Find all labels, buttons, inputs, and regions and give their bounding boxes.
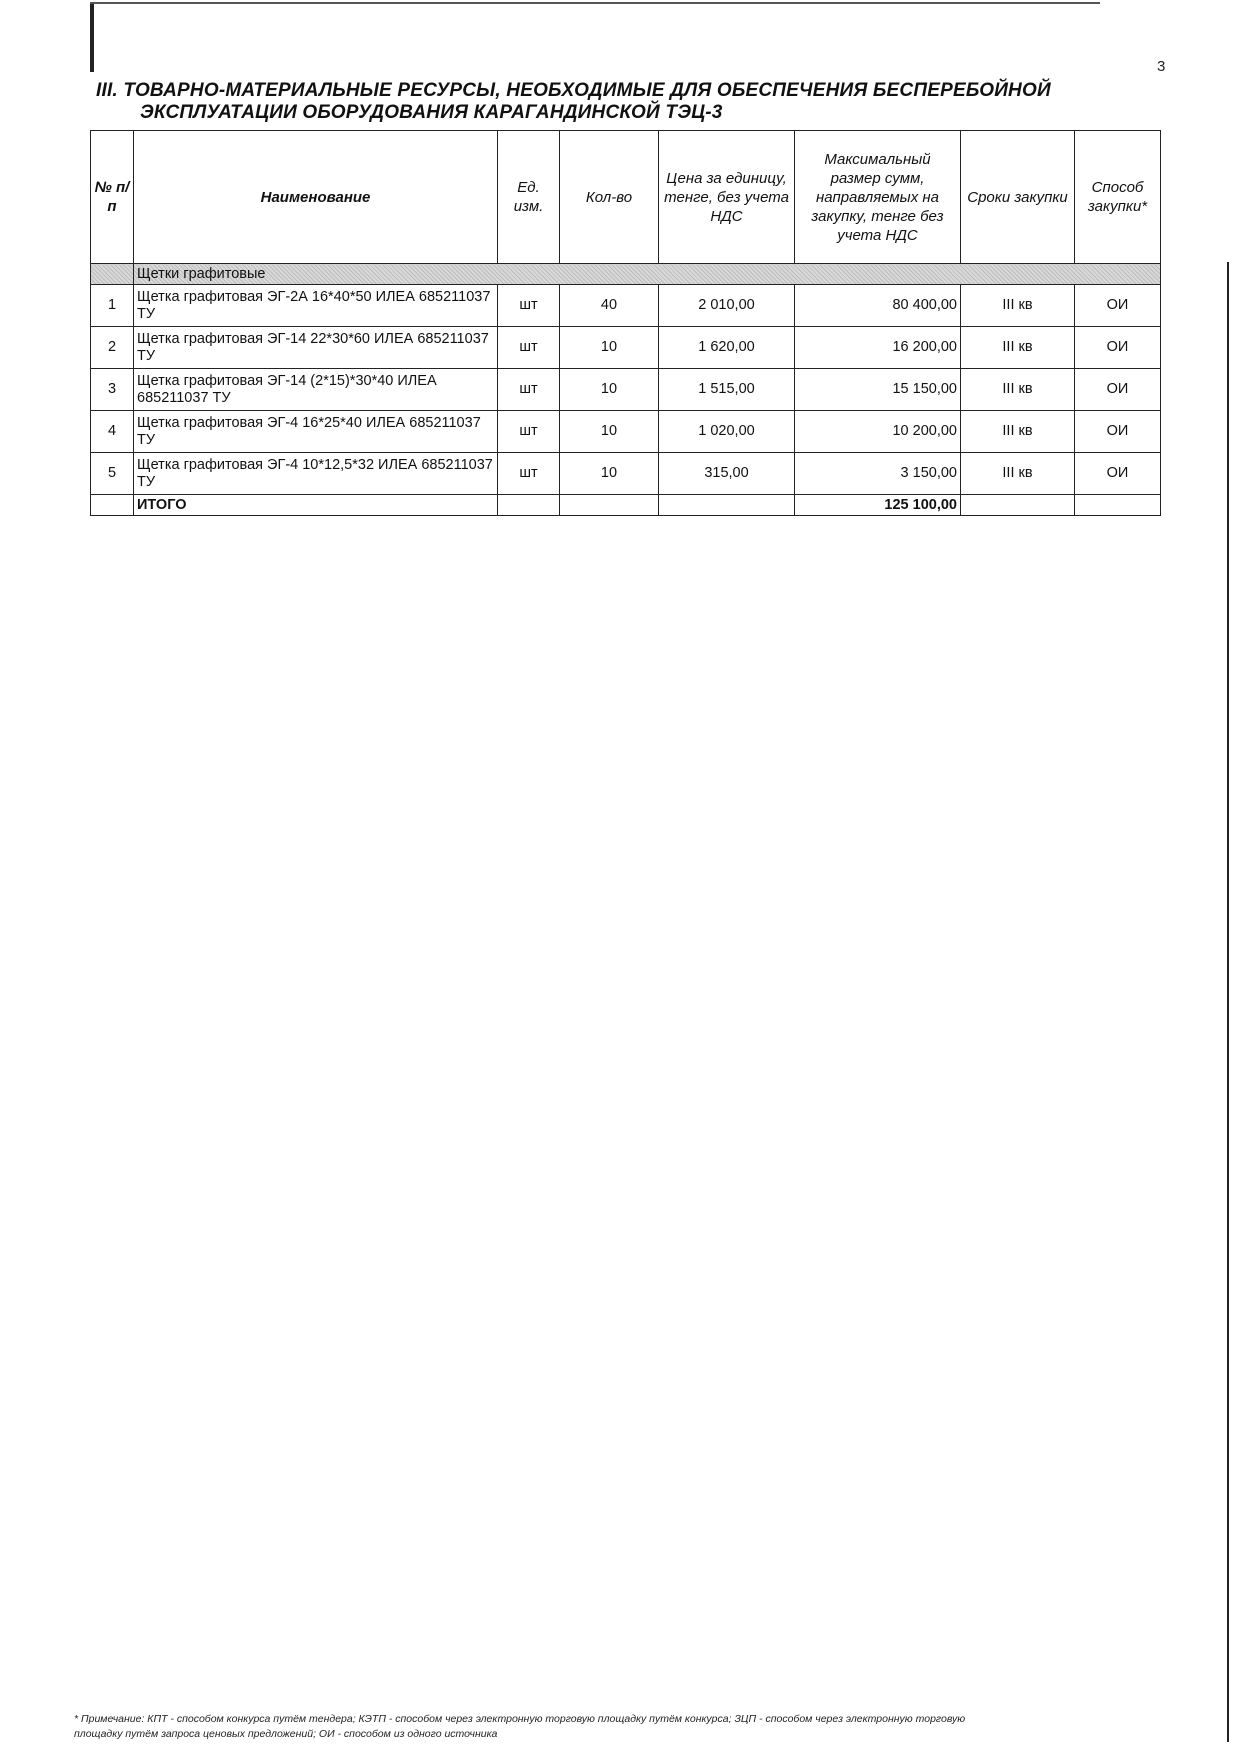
row-unit: шт xyxy=(498,369,560,411)
row-unit: шт xyxy=(498,453,560,495)
header-name: Наименование xyxy=(134,131,498,264)
row-qty: 10 xyxy=(560,369,659,411)
header-qty: Кол-во xyxy=(560,131,659,264)
row-sum: 10 200,00 xyxy=(795,411,961,453)
resources-table xyxy=(90,130,1161,516)
total-row xyxy=(91,495,1161,516)
header-unit: Ед. изм. xyxy=(498,131,560,264)
total-empty-method xyxy=(1075,495,1161,516)
row-terms: III кв xyxy=(961,327,1075,369)
table-row xyxy=(91,285,1161,327)
row-sum: 15 150,00 xyxy=(795,369,961,411)
group-row xyxy=(91,264,1161,285)
row-unit: шт xyxy=(498,411,560,453)
group-num-cell xyxy=(91,264,134,285)
table-row xyxy=(91,327,1161,369)
total-empty-price xyxy=(659,495,795,516)
row-num: 2 xyxy=(91,327,134,369)
header-price: Цена за единицу, тенге, без учета НДС xyxy=(659,131,795,264)
total-sum: 125 100,00 xyxy=(795,495,961,516)
title-line-1: III. ТОВАРНО-МАТЕРИАЛЬНЫЕ РЕСУРСЫ, НЕОБХОДИМЫЕ ДЛЯ ОБЕСПЕЧЕНИЯ БЕСПЕРЕБОЙНОЙ xyxy=(96,80,1051,101)
table-row xyxy=(91,411,1161,453)
row-qty: 10 xyxy=(560,411,659,453)
row-num: 1 xyxy=(91,285,134,327)
row-qty: 10 xyxy=(560,453,659,495)
row-name: Щетка графитовая ЭГ-2А 16*40*50 ИЛЕА 685211037 ТУ xyxy=(134,285,498,327)
total-empty-unit xyxy=(498,495,560,516)
total-empty-qty xyxy=(560,495,659,516)
row-num: 4 xyxy=(91,411,134,453)
row-name: Щетка графитовая ЭГ-4 10*12,5*32 ИЛЕА 685211037 ТУ xyxy=(134,453,498,495)
section-title xyxy=(96,80,1156,124)
row-sum: 80 400,00 xyxy=(795,285,961,327)
total-empty-num xyxy=(91,495,134,516)
table-row xyxy=(91,369,1161,411)
header-method: Способ закупки* xyxy=(1075,131,1161,264)
row-terms: III кв xyxy=(961,369,1075,411)
total-empty-terms xyxy=(961,495,1075,516)
row-price: 2 010,00 xyxy=(659,285,795,327)
row-unit: шт xyxy=(498,327,560,369)
title-line-2: ЭКСПЛУАТАЦИИ ОБОРУДОВАНИЯ КАРАГАНДИНСКОЙ ТЭЦ-3 xyxy=(140,102,723,123)
row-qty: 10 xyxy=(560,327,659,369)
page-number: 3 xyxy=(1157,58,1166,75)
total-label: ИТОГО xyxy=(134,495,498,516)
header-num: № п/п xyxy=(91,131,134,264)
row-terms: III кв xyxy=(961,453,1075,495)
row-method: ОИ xyxy=(1075,411,1161,453)
footnote xyxy=(74,1712,1174,1742)
header-terms: Сроки закупки xyxy=(961,131,1075,264)
row-num: 3 xyxy=(91,369,134,411)
scan-edge-right xyxy=(1227,262,1229,1742)
scan-corner-top xyxy=(90,2,94,72)
row-price: 315,00 xyxy=(659,453,795,495)
row-terms: III кв xyxy=(961,285,1075,327)
row-qty: 40 xyxy=(560,285,659,327)
row-name: Щетка графитовая ЭГ-14 22*30*60 ИЛЕА 685211037 ТУ xyxy=(134,327,498,369)
row-name: Щетка графитовая ЭГ-4 16*25*40 ИЛЕА 685211037 ТУ xyxy=(134,411,498,453)
row-num: 5 xyxy=(91,453,134,495)
row-price: 1 020,00 xyxy=(659,411,795,453)
scan-edge-top xyxy=(90,2,1100,4)
row-unit: шт xyxy=(498,285,560,327)
row-sum: 16 200,00 xyxy=(795,327,961,369)
row-method: ОИ xyxy=(1075,327,1161,369)
row-price: 1 620,00 xyxy=(659,327,795,369)
row-sum: 3 150,00 xyxy=(795,453,961,495)
footnote-line-1: * Примечание: КПТ - способом конкурса путём тендера; КЭТП - способом через электронную торговую площадку путём конкурса; ЗЦП - способом через электронную торговую xyxy=(74,1713,966,1725)
row-name: Щетка графитовая ЭГ-14 (2*15)*30*40 ИЛЕА 685211037 ТУ xyxy=(134,369,498,411)
table-header-row xyxy=(91,131,1161,264)
row-method: ОИ xyxy=(1075,453,1161,495)
row-terms: III кв xyxy=(961,411,1075,453)
table-row xyxy=(91,453,1161,495)
row-method: ОИ xyxy=(1075,369,1161,411)
row-price: 1 515,00 xyxy=(659,369,795,411)
footnote-line-2: площадку путём запроса ценовых предложений; ОИ - способом из одного источника xyxy=(74,1728,498,1740)
header-max-sum: Максимальный размер сумм, направляемых на закупку, тенге без учета НДС xyxy=(795,131,961,264)
row-method: ОИ xyxy=(1075,285,1161,327)
group-label: Щетки графитовые xyxy=(134,264,1161,285)
